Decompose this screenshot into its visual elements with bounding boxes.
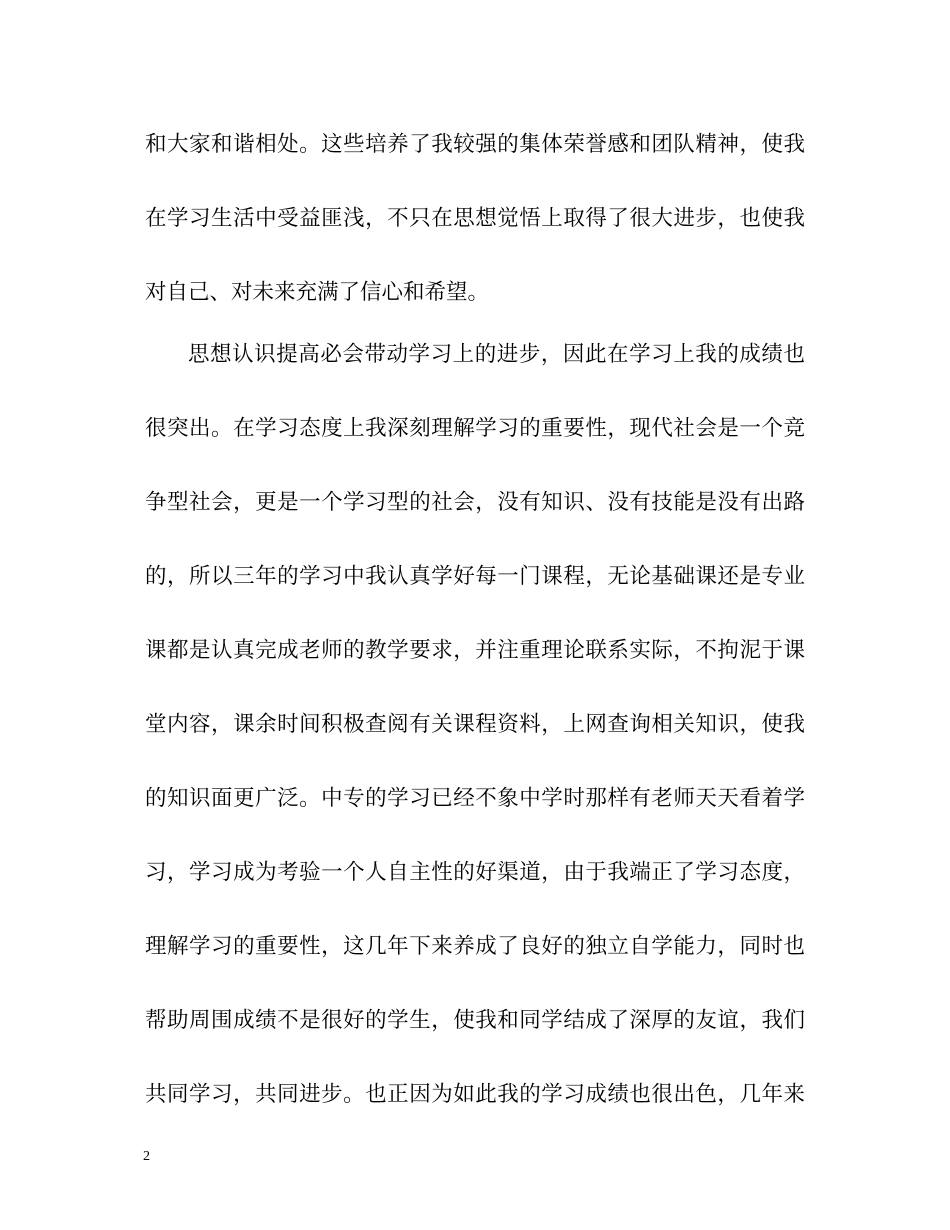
text-line: 帮助周围成绩不是很好的学生，使我和同学结成了深厚的友谊，我们 <box>145 1008 805 1033</box>
text-line: 思想认识提高必会带动学习上的进步，因此在学习上我的成绩也 <box>188 342 805 367</box>
text-line: 堂内容，课余时间积极查阅有关课程资料，上网查询相关知识，使我 <box>145 712 805 737</box>
text-line: 对自己、对未来充满了信心和希望。 <box>145 280 490 305</box>
text-line: 争型社会，更是一个学习型的社会，没有知识、没有技能是没有出路 <box>145 490 805 515</box>
text-line: 很突出。在学习态度上我深刻理解学习的重要性，现代社会是一个竞 <box>145 416 805 441</box>
text-line: 的，所以三年的学习中我认真学好每一门课程，无论基础课还是专业 <box>145 564 805 589</box>
page-number: 2 <box>143 1149 150 1164</box>
text-line: 理解学习的重要性，这几年下来养成了良好的独立自学能力，同时也 <box>145 934 805 959</box>
text-line: 共同学习，共同进步。也正因为如此我的学习成绩也很出色，几年来 <box>145 1082 805 1107</box>
text-line: 习，学习成为考验一个人自主性的好渠道，由于我端正了学习态度， <box>145 860 805 885</box>
text-line: 的知识面更广泛。中专的学习已经不象中学时那样有老师天天看着学 <box>145 786 805 811</box>
text-line: 在学习生活中受益匪浅，不只在思想觉悟上取得了很大进步，也使我 <box>145 206 805 231</box>
text-line: 和大家和谐相处。这些培养了我较强的集体荣誉感和团队精神，使我 <box>145 132 805 157</box>
text-line: 课都是认真完成老师的教学要求，并注重理论联系实际，不拘泥于课 <box>145 638 805 663</box>
